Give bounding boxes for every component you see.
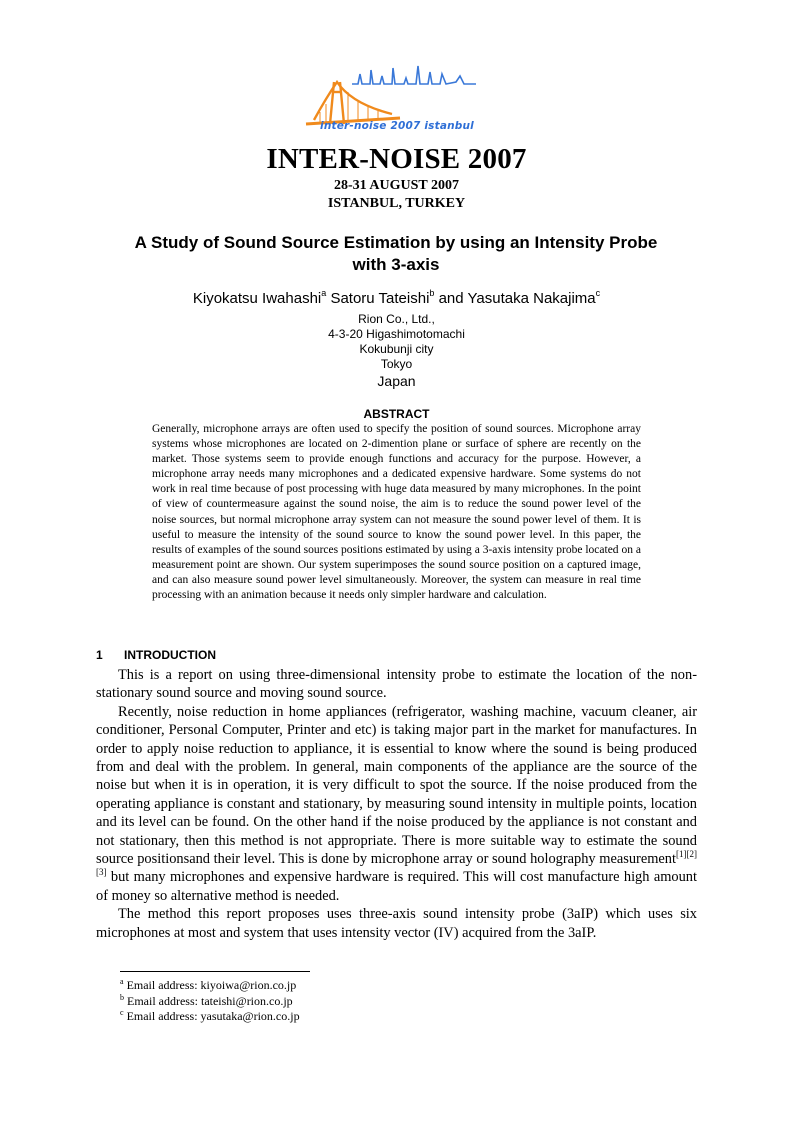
- paragraph-text: Recently, noise reduction in home appliances (refrigerator, washing machine, vacuum cleaner, air conditioner, Personal Computer, Printer and etc) is taking major part in the market for manufactures. In order to apply noise reduction to appliance, it is essential to know where the sound is being produced from and deal with the problem. In general, main components of the appliance are the source of the noise but when it is in operation, it is very difficult to spot the source. If the noise produced from the operating appliance is constant and stationary, by measuring sound intensity in multiple points, location and its level can be found. On the other hand if the noise produced by the appliance is not constant and not stationary, then this method is not appropriate. There is more suitable way to estimate the sound source positionsand their level. This is done by microphone array or sound holography measurement: [96, 703, 697, 868]
- footnote-mark: c: [120, 1008, 124, 1017]
- paragraph: This is a report on using three-dimensional intensity probe to estimate the location of the non-stationary sound source and moving sound source.: [96, 667, 697, 702]
- footnote: [120, 978, 300, 994]
- footnote-divider: [120, 971, 310, 972]
- author-name: Satoru Tateishi: [326, 290, 430, 307]
- paper-title-line2: with 3-axis: [352, 255, 440, 274]
- footnote-mark: b: [120, 992, 124, 1002]
- affiliation-country: Japan: [377, 373, 416, 389]
- section-heading: [96, 648, 216, 662]
- abstract-heading: ABSTRACT: [363, 407, 430, 421]
- affiliation-company: Rion Co., Ltd.,: [358, 312, 435, 326]
- section-title: INTRODUCTION: [124, 648, 216, 662]
- skyline-icon: [352, 66, 476, 84]
- author-name: and Yasutaka Nakajima: [434, 290, 596, 307]
- footnote-mark: a: [120, 977, 124, 986]
- footnote-text: Email address: yasutaka@rion.co.jp: [123, 1009, 300, 1023]
- citation-refs: [1][2][3]: [96, 849, 697, 878]
- section-number: 1: [96, 648, 103, 662]
- affiliation-prefecture: Tokyo: [380, 357, 413, 371]
- section-body: [96, 666, 697, 942]
- bridge-icon: [306, 82, 400, 124]
- conference-date: 28-31 AUGUST 2007: [334, 178, 459, 193]
- paragraph-text: but many microphones and expensive hardware is required. This will cost manufacture high amount of money so alternative method is needed.: [96, 869, 697, 904]
- footnote: [120, 994, 300, 1010]
- author-mark: c: [595, 288, 601, 298]
- paper-title-line1: A Study of Sound Source Estimation by using an Intensity Probe: [134, 233, 658, 252]
- affiliation-address: 4-3-20 Higashimotomachi: [328, 327, 465, 341]
- paper-title: [96, 232, 696, 276]
- abstract-text: Generally, microphone arrays are often used to specify the position of sound sources. Microphone array systems whose microphones are located on 2-dimention plane or surface of sphere are recently on the market. Those systems seem to provide enough functions and accuracy for the purpose. However, a microphone array needs many microphones and a dedicated expensive hardware. Some systems do not work in real time because of post processing with huge data measured by many microphones. In the point of view of countermeasure against the sound noise, the aim is to reduce the sound power level of the noise sources, but normal microphone array system can not measure the sound power level of them. It is useful to measure the intensity of the sound source to know the sound power level. In this paper, the results of examples of the sound sources positions estimated by using a 3-axis intensity probe located on a measurement point are shown. Our system superimposes the sound source position on a captured image, and can also measure sound power level simultaneously. Moreover, the system can measure in real time processing with an animation because it needs only simpler hardware and calculation.: [152, 423, 641, 602]
- logo-caption: inter-noise 2007 istanbul: [320, 120, 474, 132]
- footnote: [120, 1009, 300, 1025]
- paragraph: The method this report proposes uses three-axis sound intensity probe (3aIP) which uses six microphones at most and system that uses intensity vector (IV) acquired from the 3aIP.: [96, 906, 697, 941]
- conference-place: ISTANBUL, TURKEY: [327, 196, 466, 211]
- paragraph: [96, 703, 697, 905]
- author-name: Kiyokatsu Iwahashi: [192, 290, 322, 307]
- footnote-text: Email address: kiyoiwa@rion.co.jp: [123, 978, 297, 992]
- footnote-text: Email address: tateishi@rion.co.jp: [124, 993, 293, 1008]
- affiliation-city: Kokubunji city: [359, 342, 434, 356]
- conference-title: INTER-NOISE 2007: [266, 143, 527, 175]
- author-mark: b: [429, 288, 435, 298]
- footnotes: [120, 978, 300, 1025]
- author-mark: a: [321, 288, 327, 298]
- author-list: [0, 290, 793, 307]
